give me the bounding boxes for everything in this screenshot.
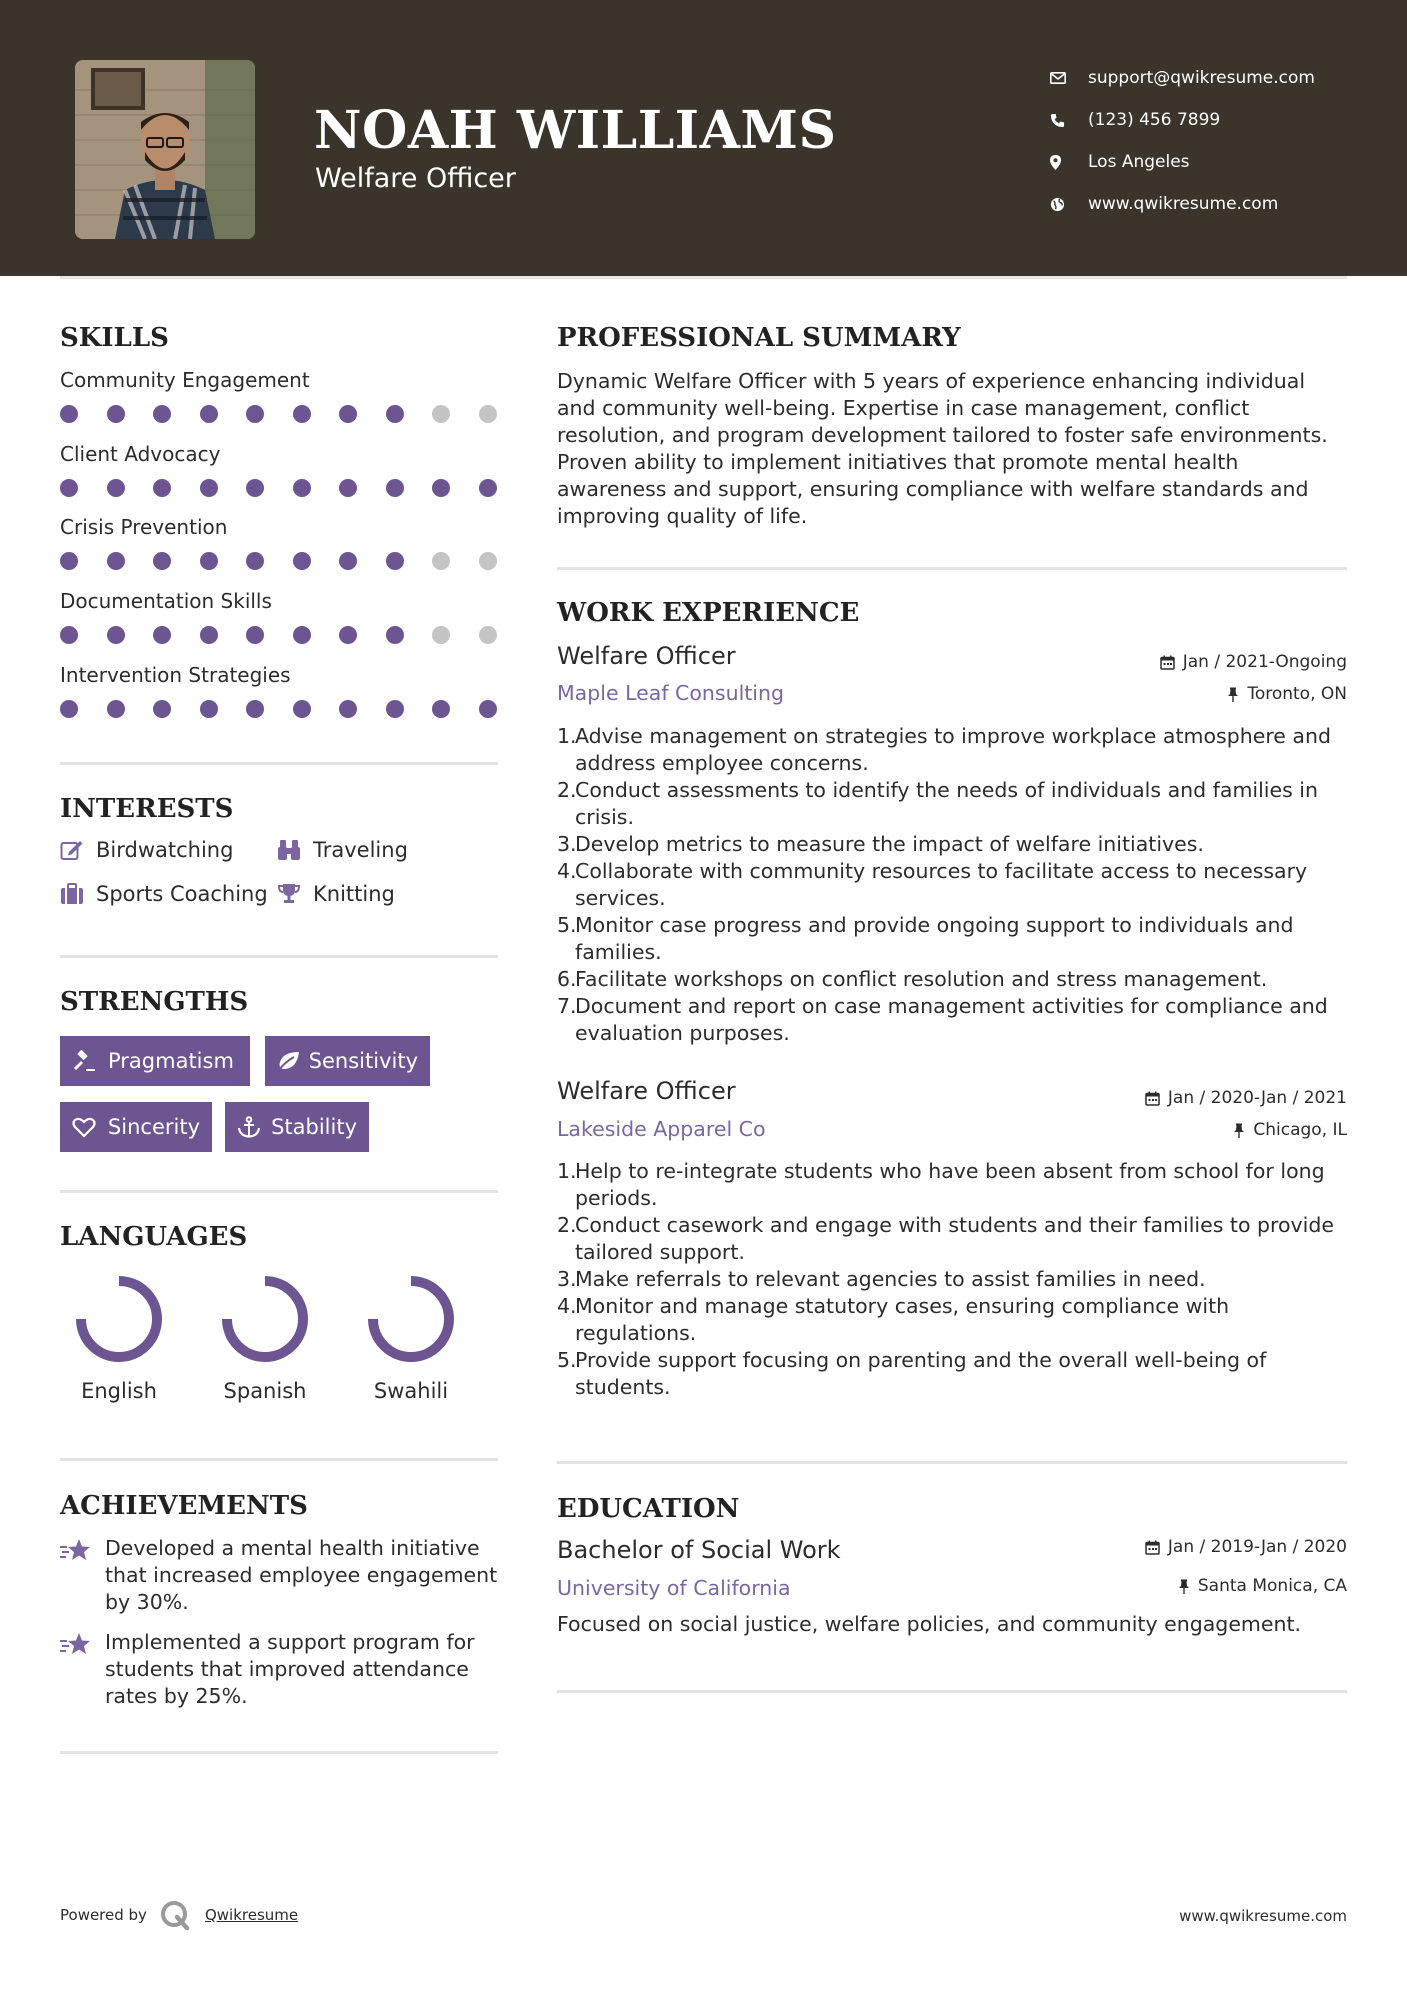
skill-dot-filled — [293, 479, 311, 497]
skill-dot-filled — [107, 405, 125, 423]
language-level-ring — [73, 1273, 165, 1365]
duty-item: 3. Make referrals to relevant agencies to assist families in need. — [557, 1267, 1206, 1291]
profile-photo — [75, 60, 255, 239]
language-item — [59, 1273, 179, 1403]
interest-label: Sports Coaching — [96, 882, 268, 906]
job-location — [1233, 1120, 1347, 1140]
section-divider — [60, 1458, 498, 1461]
shooting-star-icon — [60, 1535, 105, 1616]
job-location-text: Chicago, IL — [1253, 1120, 1347, 1140]
achievement-text: Developed a mental health initiative that increased employee engagement by 30%. — [105, 1536, 498, 1614]
skill-dot-empty — [479, 626, 497, 644]
skill-dot-filled — [200, 626, 218, 644]
skill-dot-filled — [200, 405, 218, 423]
strength-label: Sincerity — [107, 1115, 200, 1139]
contact-email[interactable] — [1050, 57, 1315, 99]
job-duties — [557, 1158, 1349, 1401]
footer-branding — [60, 1899, 298, 1931]
job-dates-text: Jan / 2021-Ongoing — [1182, 652, 1347, 672]
interest-item — [277, 882, 395, 906]
skill-dot-filled — [107, 626, 125, 644]
header-divider — [60, 276, 1347, 279]
strength-tag — [60, 1102, 212, 1152]
language-name: Spanish — [223, 1379, 307, 1403]
strength-label: Pragmatism — [108, 1049, 234, 1073]
contact-location — [1050, 141, 1315, 183]
contact-list — [1050, 57, 1315, 225]
duty-item: 6. Facilitate workshops on conflict resolution and stress management. — [557, 967, 1268, 991]
skill-dot-empty — [479, 552, 497, 570]
duty-text: Collaborate with community resources to facilitate access to necessary services. — [575, 859, 1308, 910]
skill-dot-filled — [60, 700, 78, 718]
duty-item: 5. Provide support focusing on parenting and the overall well-being of students. — [557, 1347, 1349, 1401]
skill-dot-filled — [479, 479, 497, 497]
education-description: Focused on social justice, welfare policies, and community engagement. — [557, 1612, 1302, 1636]
binoculars-icon — [277, 839, 313, 861]
duty-text: Develop metrics to measure the impact of welfare initiatives. — [575, 832, 1204, 856]
interest-label: Knitting — [313, 882, 395, 906]
duty-text: Document and report on case management activities for compliance and evaluation purposes. — [575, 994, 1328, 1045]
skill-dot-empty — [432, 552, 450, 570]
contact-phone[interactable] — [1050, 99, 1315, 141]
skill-dot-filled — [200, 700, 218, 718]
education-location — [1178, 1576, 1347, 1596]
skill-dot-filled — [432, 479, 450, 497]
summary-heading: PROFESSIONAL SUMMARY — [557, 323, 961, 353]
calendar-icon — [1145, 1091, 1160, 1106]
skill-dot-filled — [107, 700, 125, 718]
skill-dot-filled — [339, 405, 357, 423]
skill-rating — [60, 552, 498, 570]
education-dates-text: Jan / 2019-Jan / 2020 — [1167, 1537, 1347, 1557]
interest-item — [277, 838, 408, 862]
skill-dot-filled — [246, 700, 264, 718]
skill-dot-filled — [60, 405, 78, 423]
section-divider — [60, 955, 498, 958]
language-item — [205, 1273, 325, 1403]
qwikresume-logo-icon — [159, 1899, 191, 1931]
company-name: Maple Leaf Consulting — [557, 681, 785, 705]
skill-dot-filled — [386, 552, 404, 570]
skill-dot-filled — [60, 552, 78, 570]
skill-rating — [60, 700, 498, 718]
skill-dot-filled — [432, 700, 450, 718]
skill-dot-filled — [246, 479, 264, 497]
interest-label: Birdwatching — [96, 838, 234, 862]
section-divider — [557, 1690, 1347, 1693]
envelope-icon — [1050, 72, 1088, 84]
duty-text: Monitor and manage statutory cases, ensuring compliance with regulations. — [575, 1294, 1230, 1345]
achievement-text: Implemented a support program for students that improved attendance rates by 25%. — [105, 1630, 475, 1708]
heart-icon — [72, 1116, 108, 1138]
skill-dot-empty — [432, 405, 450, 423]
contact-email-text: support@qwikresume.com — [1088, 68, 1315, 88]
skill-dot-filled — [293, 405, 311, 423]
gavel-icon — [72, 1050, 108, 1072]
duty-item: 2. Conduct casework and engage with students and their families to provide tailored support. — [557, 1212, 1349, 1266]
duty-text: Conduct assessments to identify the needs of individuals and families in crisis. — [575, 778, 1318, 829]
duty-item: 2. Conduct assessments to identify the needs of individuals and families in crisis. — [557, 777, 1349, 831]
duty-text: Advise management on strategies to improve workplace atmosphere and address employee concerns. — [575, 724, 1331, 775]
skill-dot-filled — [60, 479, 78, 497]
strength-label: Sensitivity — [308, 1049, 418, 1073]
skill-dot-filled — [293, 700, 311, 718]
job-dates — [1145, 1088, 1347, 1108]
powered-by-text: Powered by — [60, 1906, 147, 1924]
summary-text: Dynamic Welfare Officer with 5 years of experience enhancing individual and community well-being. Expertise in case management, conflict resolution, and program development tailored to foster safe environments. Proven ability to implement initiatives that promote mental health awareness and support, ensuring compliance with welfare standards and improving quality of life. — [557, 369, 1328, 528]
qwikresume-link[interactable]: Qwikresume — [204, 1906, 299, 1924]
skill-dot-filled — [107, 479, 125, 497]
skill-dot-filled — [153, 405, 171, 423]
skill-dot-filled — [339, 700, 357, 718]
language-level-ring — [219, 1273, 311, 1365]
skill-dot-filled — [339, 626, 357, 644]
skill-dot-filled — [200, 552, 218, 570]
skill-name: Client Advocacy — [60, 442, 221, 466]
section-divider — [557, 567, 1347, 570]
language-level-ring — [365, 1273, 457, 1365]
section-divider — [60, 1190, 498, 1193]
job-location — [1227, 684, 1347, 704]
skill-dot-empty — [479, 405, 497, 423]
duty-text: Help to re-integrate students who have been absent from school for long periods. — [575, 1159, 1325, 1210]
strengths-heading: STRENGTHS — [60, 987, 249, 1017]
skill-rating — [60, 479, 498, 497]
job-title: Welfare Officer — [557, 642, 736, 670]
skill-dot-filled — [246, 405, 264, 423]
skill-dot-filled — [153, 700, 171, 718]
skill-dot-filled — [293, 552, 311, 570]
contact-location-text: Los Angeles — [1088, 152, 1190, 172]
skill-dot-filled — [60, 626, 78, 644]
leaf-icon — [277, 1050, 309, 1072]
strength-label: Stability — [271, 1115, 357, 1139]
skill-rating — [60, 626, 498, 644]
education-dates — [1145, 1537, 1347, 1557]
education-heading: EDUCATION — [557, 1494, 740, 1524]
school-name: University of California — [557, 1576, 791, 1600]
skill-rating — [60, 405, 498, 423]
skill-dot-filled — [246, 626, 264, 644]
section-divider — [60, 762, 498, 765]
phone-icon — [1050, 113, 1088, 128]
degree-title: Bachelor of Social Work — [557, 1536, 841, 1564]
duty-text: Conduct casework and engage with students and their families to provide tailored support. — [575, 1213, 1335, 1264]
job-duties — [557, 723, 1349, 1047]
language-name: Swahili — [373, 1379, 449, 1403]
anchor-icon — [237, 1116, 271, 1138]
skill-dot-filled — [246, 552, 264, 570]
skills-heading: SKILLS — [60, 323, 169, 353]
footer-website-link[interactable]: www.qwikresume.com — [1179, 1907, 1347, 1925]
language-item — [351, 1273, 471, 1403]
contact-website[interactable] — [1050, 183, 1315, 225]
duty-item: 3. Develop metrics to measure the impact of welfare initiatives. — [557, 832, 1204, 856]
interest-item — [60, 838, 233, 862]
contact-phone-text: (123) 456 7899 — [1088, 110, 1221, 130]
duty-text: Monitor case progress and provide ongoing support to individuals and families. — [575, 913, 1294, 964]
interest-item — [60, 882, 268, 906]
skill-dot-filled — [153, 552, 171, 570]
candidate-role: Welfare Officer — [315, 163, 516, 194]
job-location-text: Toronto, ON — [1247, 684, 1347, 704]
achievement-item — [60, 1629, 500, 1710]
pushpin-icon — [1227, 687, 1239, 702]
strength-tag — [225, 1102, 369, 1152]
company-name: Lakeside Apparel Co — [557, 1117, 766, 1141]
skill-dot-filled — [479, 700, 497, 718]
duty-item: 5. Monitor case progress and provide ongoing support to individuals and families. — [557, 912, 1349, 966]
section-divider — [60, 1751, 498, 1754]
pushpin-icon — [1178, 1579, 1190, 1594]
duty-text: Facilitate workshops on conflict resolution and stress management. — [575, 967, 1268, 991]
job-title: Welfare Officer — [557, 1077, 736, 1105]
skill-name: Documentation Skills — [60, 589, 272, 613]
skill-dot-filled — [386, 405, 404, 423]
languages-heading: LANGUAGES — [60, 1222, 248, 1252]
skill-dot-filled — [386, 626, 404, 644]
calendar-icon — [1160, 655, 1175, 670]
skill-dot-filled — [386, 700, 404, 718]
contact-website-text: www.qwikresume.com — [1088, 194, 1279, 214]
profile-photo-image — [75, 60, 255, 239]
duty-item: 1. Help to re-integrate students who have been absent from school for long periods. — [557, 1158, 1349, 1212]
experience-heading: WORK EXPERIENCE — [557, 598, 860, 628]
duty-item: 7. Document and report on case management activities for compliance and evaluation purposes. — [557, 993, 1349, 1047]
language-name: English — [81, 1379, 157, 1403]
shooting-star-icon — [60, 1629, 105, 1710]
resume-header — [0, 0, 1407, 276]
calendar-icon — [1145, 1540, 1160, 1555]
interest-label: Traveling — [313, 838, 408, 862]
duty-item: 4. Collaborate with community resources to facilitate access to necessary services. — [557, 858, 1349, 912]
skill-dot-filled — [339, 552, 357, 570]
duty-item: 4. Monitor and manage statutory cases, ensuring compliance with regulations. — [557, 1293, 1349, 1347]
skill-dot-filled — [153, 479, 171, 497]
education-location-text: Santa Monica, CA — [1197, 1576, 1347, 1596]
interests-heading: INTERESTS — [60, 794, 234, 824]
candidate-name: NOAH WILLIAMS — [314, 100, 837, 161]
achievement-item — [60, 1535, 500, 1616]
briefcase-icon — [60, 883, 96, 905]
duty-text: Make referrals to relevant agencies to assist families in need. — [575, 1267, 1206, 1291]
job-dates — [1160, 652, 1347, 672]
skill-dot-filled — [293, 626, 311, 644]
skill-name: Intervention Strategies — [60, 663, 291, 687]
duty-item: 1. Advise management on strategies to improve workplace atmosphere and address employee concerns. — [557, 723, 1349, 777]
strength-tag — [60, 1036, 250, 1086]
skill-dot-filled — [386, 479, 404, 497]
job-dates-text: Jan / 2020-Jan / 2021 — [1167, 1088, 1347, 1108]
skill-name: Crisis Prevention — [60, 515, 228, 539]
map-pin-icon — [1050, 155, 1088, 170]
pushpin-icon — [1233, 1123, 1245, 1138]
skill-dot-filled — [153, 626, 171, 644]
skill-dot-filled — [200, 479, 218, 497]
skill-dot-filled — [107, 552, 125, 570]
achievements-heading: ACHIEVEMENTS — [60, 1491, 308, 1521]
trophy-icon — [277, 883, 313, 905]
globe-icon — [1050, 197, 1088, 212]
strength-tag — [265, 1036, 430, 1086]
pencil-square-icon — [60, 839, 96, 861]
skill-dot-filled — [339, 479, 357, 497]
skill-dot-empty — [432, 626, 450, 644]
section-divider — [557, 1461, 1347, 1464]
skill-name: Community Engagement — [60, 368, 310, 392]
duty-text: Provide support focusing on parenting and the overall well-being of students. — [575, 1348, 1267, 1399]
